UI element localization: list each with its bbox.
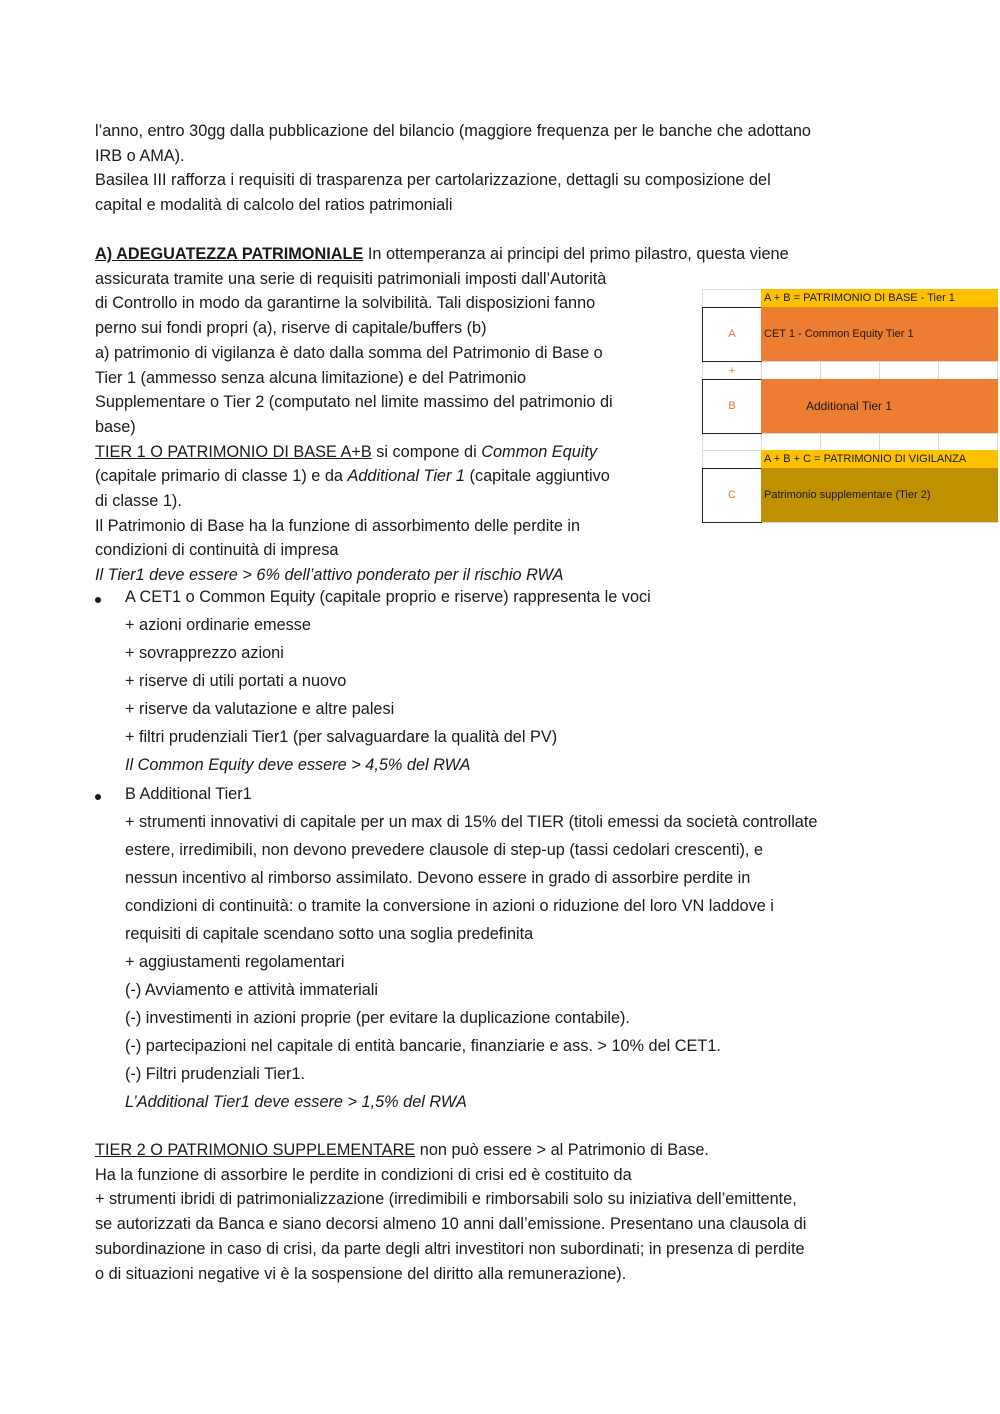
text-line: base) bbox=[95, 417, 136, 436]
bullet-subitem: requisiti di capitale scendano sotto una soglia predefinita bbox=[125, 925, 534, 943]
text-line: l’anno, entro 30gg dalla pubblicazione del bilancio (maggiore frequenza per le banche che adottano bbox=[95, 122, 811, 140]
figure-block-tier2: Patrimonio supplementare (Tier 2) bbox=[761, 468, 998, 522]
text-line: + strumenti ibridi di patrimonializzazione (irredimibili e rimborsabili solo su iniziativa dell’emittente, bbox=[95, 1190, 797, 1209]
text-span: non può essere > al Patrimonio di Base. bbox=[415, 1141, 709, 1159]
text-line: se autorizzati da Banca e siano decorsi almeno 10 anni dall’emissione. Presentano una clausola di bbox=[95, 1215, 807, 1234]
capital-structure-figure bbox=[702, 289, 998, 523]
text-line: Tier 1 (ammesso senza alcuna limitazione) e del Patrimonio bbox=[95, 368, 527, 387]
bullet-subitem: estere, irredimibili, non devono prevedere clausole di step-up (tassi cedolari crescenti), e bbox=[125, 841, 763, 859]
text-line: Il Patrimonio di Base ha la funzione di assorbimento delle perdite in bbox=[95, 516, 581, 535]
figure-letter-a: A bbox=[702, 307, 762, 362]
text-line bbox=[95, 1138, 905, 1163]
bullet-subitem: + strumenti innovativi di capitale per un max di 15% del TIER (titoli emessi da società controllate bbox=[125, 813, 818, 831]
bullet-subitem: (-) partecipazioni nel capitale di entità bancarie, finanziarie e ass. > 10% del CET1. bbox=[125, 1037, 721, 1055]
section-heading-adeguatezza: A) ADEGUATEZZA PATRIMONIALE bbox=[95, 245, 364, 263]
bullet-subitem: + filtri prudenziali Tier1 (per salvaguardare la qualità del PV) bbox=[125, 728, 558, 746]
text-line: di Controllo in modo da garantirne la solvibilità. Tali disposizioni fanno bbox=[95, 294, 596, 313]
text-line: IRB o AMA). bbox=[95, 146, 185, 165]
text-line: a) patrimonio di vigilanza è dato dalla somma del Patrimonio di Base o bbox=[95, 343, 603, 362]
tier2-paragraph bbox=[95, 1138, 905, 1286]
bullet-note: L’Additional Tier1 deve essere > 1,5% del RWA bbox=[125, 1093, 467, 1111]
text-line: capital e modalità di calcolo del ratios patrimoniali bbox=[95, 196, 453, 215]
bullet-subitem: nessun incentivo al rimborso assimilato. Devono essere in grado di assorbire perdite in bbox=[125, 869, 751, 887]
bullet-subitem: + sovrapprezzo azioni bbox=[125, 644, 284, 662]
text-line: condizioni di continuità di impresa bbox=[95, 541, 339, 560]
text-line: perno sui fondi propri (a), riserve di capitale/buffers (b) bbox=[95, 319, 487, 338]
section-heading-tier1: TIER 1 O PATRIMONIO DI BASE A+B bbox=[95, 442, 372, 461]
text-line: subordinazione in caso di crisi, da parte degli altri investitori non subordinati; in presenza di perdite bbox=[95, 1239, 805, 1258]
bullet-subitem: (-) investimenti in azioni proprie (per evitare la duplicazione contabile). bbox=[125, 1009, 630, 1027]
figure-block-cet1: CET 1 - Common Equity Tier 1 bbox=[761, 307, 998, 361]
text-line: Supplementare o Tier 2 (computato nel limite massimo del patrimonio di bbox=[95, 393, 613, 412]
figure-letter-b: B bbox=[702, 379, 762, 434]
text-span: In ottemperanza ai principi del primo pilastro, questa viene bbox=[363, 245, 789, 263]
text-line: assicurata tramite una serie di requisiti patrimoniali imposti dall’Autorità bbox=[95, 269, 607, 288]
intro-paragraph bbox=[95, 119, 905, 218]
text-span: (capitale primario di classe 1) e da bbox=[95, 467, 348, 486]
section-heading-tier2: TIER 2 O PATRIMONIO SUPPLEMENTARE bbox=[95, 1141, 416, 1159]
text-line: o di situazioni negative vi è la sospensione del diritto alla remunerazione). bbox=[95, 1264, 627, 1283]
bullet-title: A CET1 o Common Equity (capitale proprio e riserve) rappresenta le voci bbox=[125, 588, 651, 606]
bullet-subitem: + riserve da valutazione e altre palesi bbox=[125, 700, 395, 718]
bullet-subitem: + aggiustamenti regolamentari bbox=[125, 953, 345, 971]
text-span: si compone di bbox=[371, 442, 482, 461]
text-line: Ha la funzione di assorbire le perdite in condizioni di crisi ed è costituito da bbox=[95, 1165, 632, 1184]
bullet-subitem: (-) Filtri prudenziali Tier1. bbox=[125, 1065, 306, 1083]
text-span: Common Equity bbox=[481, 442, 598, 461]
bullet-note: Il Common Equity deve essere > 4,5% del RWA bbox=[125, 756, 471, 774]
bullet-subitem: + riserve di utili portati a nuovo bbox=[125, 672, 347, 690]
figure-header-patrimonio-di-base: A + B = PATRIMONIO DI BASE - Tier 1 bbox=[761, 289, 998, 307]
figure-letter-c: C bbox=[702, 468, 762, 523]
bullet-icon bbox=[95, 794, 101, 800]
bullet-subitem: + azioni ordinarie emesse bbox=[125, 616, 311, 634]
bullet-subitem: condizioni di continuità: o tramite la conversione in azioni o riduzione del loro VN laddove i bbox=[125, 897, 774, 915]
bullet-list bbox=[95, 588, 925, 1118]
text-span: (capitale aggiuntivo bbox=[465, 467, 610, 486]
text-span: Additional Tier 1 bbox=[347, 467, 465, 486]
figure-block-additional-tier1: Additional Tier 1 bbox=[761, 379, 998, 433]
figure-plus-sign: + bbox=[728, 365, 736, 377]
text-line: Basilea III rafforza i requisiti di trasparenza per cartolarizzazione, dettagli su composizione del bbox=[95, 171, 771, 190]
text-line bbox=[95, 242, 915, 267]
text-line: Il Tier1 deve essere > 6% dell’attivo ponderato per il rischio RWA bbox=[95, 566, 564, 585]
bullet-icon bbox=[95, 597, 101, 603]
bullet-title: B Additional Tier1 bbox=[125, 785, 252, 803]
bullet-subitem: (-) Avviamento e attività immateriali bbox=[125, 981, 379, 999]
text-line: di classe 1). bbox=[95, 492, 182, 511]
figure-header-patrimonio-di-vigilanza: A + B + C = PATRIMONIO DI VIGILANZA bbox=[761, 450, 998, 468]
